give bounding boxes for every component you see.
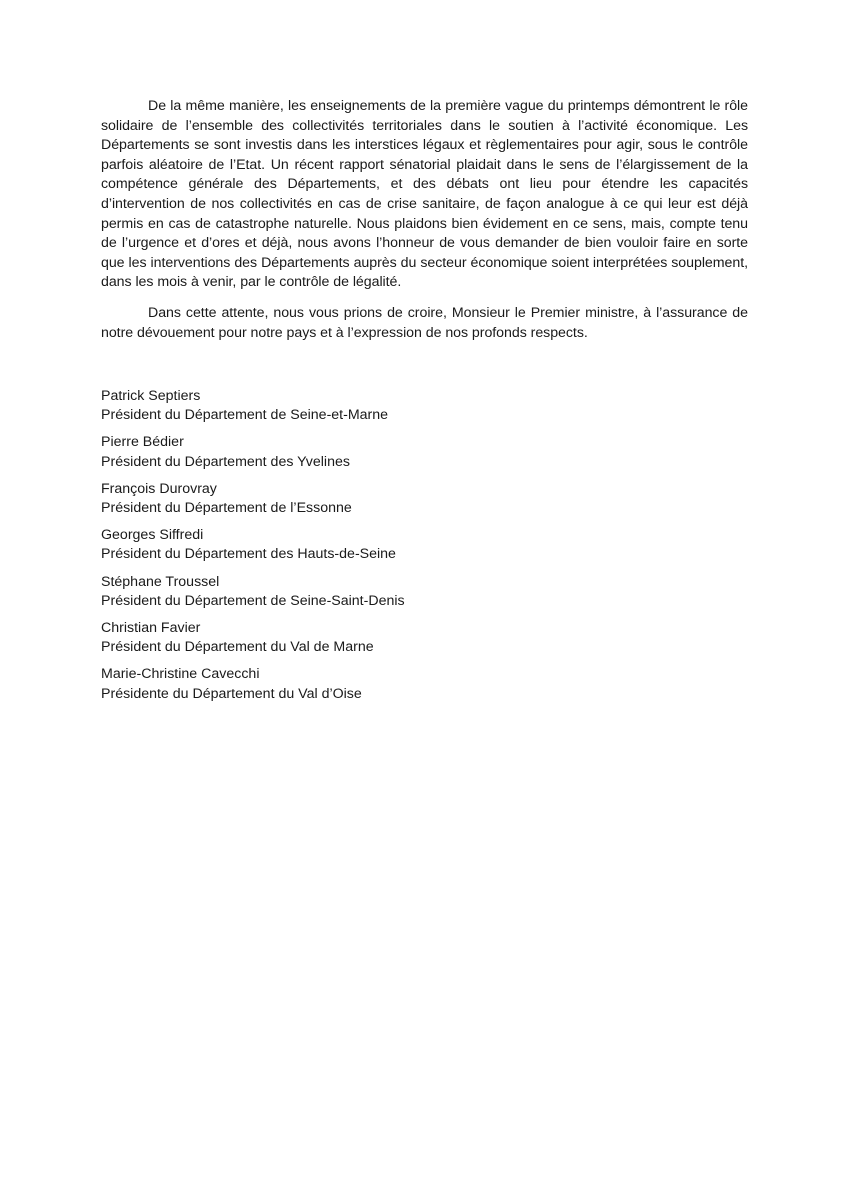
letter-body: [101, 97, 748, 354]
signatory-name: Marie-Christine Cavecchi: [101, 666, 260, 683]
signatory-name: Patrick Septiers: [101, 388, 201, 404]
signature-block: [101, 387, 748, 712]
signatory-name: François Durovray: [101, 480, 217, 497]
signatory-name: Georges Siffredi: [101, 527, 204, 544]
signatory-hauts-de-seine: [101, 526, 748, 564]
signatory-title: Président du Département de Seine-Saint-Denis: [101, 592, 405, 609]
signatory-title: Président du Département de l’Essonne: [101, 500, 352, 517]
signatory-yvelines: [101, 433, 748, 471]
signatory-name: Stéphane Troussel: [101, 573, 220, 590]
paragraph-closing-formula: Dans cette attente, nous vous prions de croire, Monsieur le Premier ministre, à l’assurance de notre dévouement pour notre pays et à l’expression de nos profonds respects.: [101, 304, 748, 341]
signatory-name: Christian Favier: [101, 620, 201, 637]
signatory-title: Présidente du Département du Val d’Oise: [101, 685, 362, 702]
signatory-seine-et-marne: [101, 387, 748, 425]
paragraph-economic-support: De la même manière, les enseignements de la première vague du printemps démontrent le rôle solidaire de l’ensemble des collectivités territoriales dans le soutien à l’activité économique. Les Départements se sont investis dans les interstices légaux et règlementaires pour agir, sous le contrôle parfois aléatoire de l’Etat. Un récent rapport sénatorial plaidait dans le sens de l’élargissement de la compétence générale des Départements, et des débats ont lieu pour étendre les capacités d’intervention de nos collectivités en cas de crise sanitaire, de façon analogue à ce qui leur est déjà permis en cas de catastrophe naturelle. Nous plaidons bien évidement en ce sens, mais, compte tenu de l’urgence et d’ores et déjà, nous avons l’honneur de vous demander de bien vouloir faire en sorte que les interventions des Départements auprès du secteur économique soient interprétées souplement, dans les mois à venir, par le contrôle de légalité.: [101, 98, 748, 291]
signatory-val-de-marne: [101, 619, 748, 657]
signatory-title: Président du Département des Yvelines: [101, 453, 350, 470]
signatory-title: Président du Département de Seine-et-Marne: [101, 407, 389, 424]
signatory-name: Pierre Bédier: [101, 434, 184, 451]
signatory-essonne: [101, 480, 748, 518]
signatory-seine-saint-denis: [101, 573, 748, 611]
signatory-title: Président du Département du Val de Marne: [101, 639, 374, 656]
signatory-title: Président du Département des Hauts-de-Seine: [101, 546, 396, 563]
signatory-val-d-oise: [101, 665, 748, 703]
